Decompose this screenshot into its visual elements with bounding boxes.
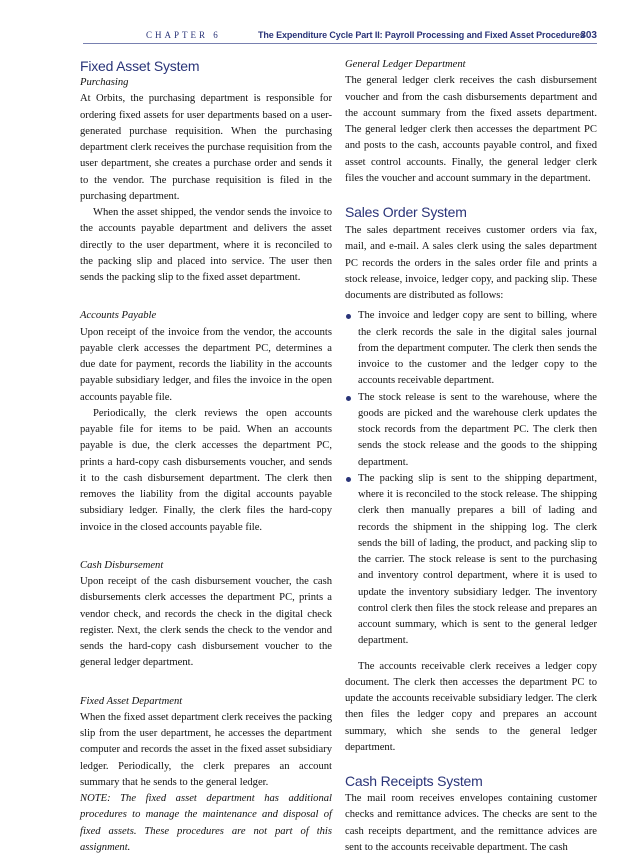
section-title-fixed-asset-system: Fixed Asset System xyxy=(80,58,200,74)
list-item xyxy=(345,390,597,471)
paragraph: The sales department receives customer orders via fax, mail, and e-mail. A sales clerk using the sales department PC records the orders in the sales order file and prints a stock release, invoice, ledger copy, and packing slip. These documents are distributed as follows: xyxy=(345,225,597,301)
running-title: The Expenditure Cycle Part II: Payroll Processing and Fixed Asset Procedures xyxy=(258,30,585,40)
list-item xyxy=(345,471,597,650)
header-rule xyxy=(83,43,597,44)
paragraph: The accounts receivable clerk receives a ledger copy document. The clerk then accesses the department PC to update the accounts receivable subsidiary ledger. The clerk then files the ledger copy and prepares an account summary, which she sends to the general ledger department. xyxy=(345,660,597,753)
paragraph: Upon receipt of the cash disbursement voucher, the cash disbursements clerk accesses the department PC, prints a vendor check, and records the check in the digital check register. Next, the clerk sends the check to the vendor and sends the hard-copy cash disbursement voucher to the general ledger department. xyxy=(80,576,332,669)
paragraph: When the asset shipped, the vendor sends the invoice to the accounts payable department and delivers the asset directly to the user department, where it is reconciled to the packing slip and placed into service. The user then sends the packing slip to the fixed asset department. xyxy=(80,207,332,283)
list-item-text: The invoice and ledger copy are sent to billing, where the clerk records the sale in the digital sales journal from the department computer. The clerk then sends the invoice to the customer and the ledger copy to the accounts receivable department. xyxy=(358,310,597,387)
subheading-cash-disbursement: Cash Disbursement xyxy=(80,559,164,571)
left-column xyxy=(80,57,332,856)
chapter-label: CHAPTER 6 xyxy=(146,30,221,40)
bullet-icon xyxy=(346,396,351,401)
list-item-text: The stock release is sent to the warehouse, where the goods are picked and the warehouse clerk updates the stock records from the department PC. The clerk then sends the stock release and the goods to the shipping department. xyxy=(358,391,597,468)
paragraph: The mail room receives envelopes containing customer checks and remittance advices. The checks are sent to the cash receipts department, and the remittance advices are sent to the accounts receivable department. The cash xyxy=(345,793,597,853)
section-title-cash-receipts-system: Cash Receipts System xyxy=(345,773,483,789)
list-item xyxy=(345,308,597,389)
bullet-icon xyxy=(346,477,351,482)
page-header xyxy=(83,30,597,44)
paragraph: At Orbits, the purchasing department is responsible for ordering fixed assets for user departments based on a user-generated purchase requisition. When the purchasing department clerk receives the purchase requisition from the user department, she creates a purchase order and sends it to the vendor. The purchase requisition is filed in the purchasing department. xyxy=(80,93,332,202)
subheading-general-ledger-department: General Ledger Department xyxy=(345,59,466,70)
paragraph: The general ledger clerk receives the cash disbursement voucher and from the cash disbursements department and the account summary from the fixed assets department. The general ledger clerk then accesses the department PC and posts to the cash, accounts payable control, and fixed asset control accounts. Finally, the general ledger clerk files the voucher and account summary in the department. xyxy=(345,75,597,184)
subheading-purchasing: Purchasing xyxy=(80,77,129,88)
section-title-sales-order-system: Sales Order System xyxy=(345,204,467,220)
bullet-icon xyxy=(346,314,351,319)
list-item-text: The packing slip is sent to the shipping department, where it is reconciled to the stock release. The shipping clerk then manually prepares a bill of lading and records the shipment in the shipping log. The clerk sends the bill of lading, the product, and packing slip to the carrier. The stock release is sent to the purchasing and inventory control department, where it is used to update the inventory subsidiary ledger. The inventory control clerk then files the stock release and prepares an account summary, which is sent to the general ledger department. xyxy=(358,472,597,647)
note-paragraph: NOTE: The fixed asset department has additional procedures to manage the maintenance and disposal of fixed assets. These procedures are not part of this assignment. xyxy=(80,793,332,853)
subheading-accounts-payable: Accounts Payable xyxy=(80,310,157,322)
subheading-fixed-asset-department: Fixed Asset Department xyxy=(80,695,183,707)
paragraph: Periodically, the clerk reviews the open accounts payable file for items to be paid. When an accounts payable is due, the clerk accesses the department PC, prints a hard-copy cash disbursements voucher, and sends it to the cash disbursement department. The clerk then removes the liability from the digital accounts payable subsidiary ledger. Finally, the clerk files the hard-copy invoice in the closed accounts payable file. xyxy=(80,407,332,533)
right-column xyxy=(345,57,597,856)
bullet-list xyxy=(345,308,597,649)
paragraph: When the fixed asset department clerk receives the packing slip from the user department, he accesses the department computer and records the asset in the fixed asset subsidiary ledger. Periodically, the clerk prepares an account summary that he sends to the general ledger. xyxy=(80,711,332,788)
page-number: 303 xyxy=(580,30,597,41)
paragraph: Upon receipt of the invoice from the vendor, the accounts payable clerk accesses the department PC, determines a due date for payment, records the liability in the accounts payable subsidiary ledger, and files the invoice in the open accounts payable file. xyxy=(80,326,332,403)
